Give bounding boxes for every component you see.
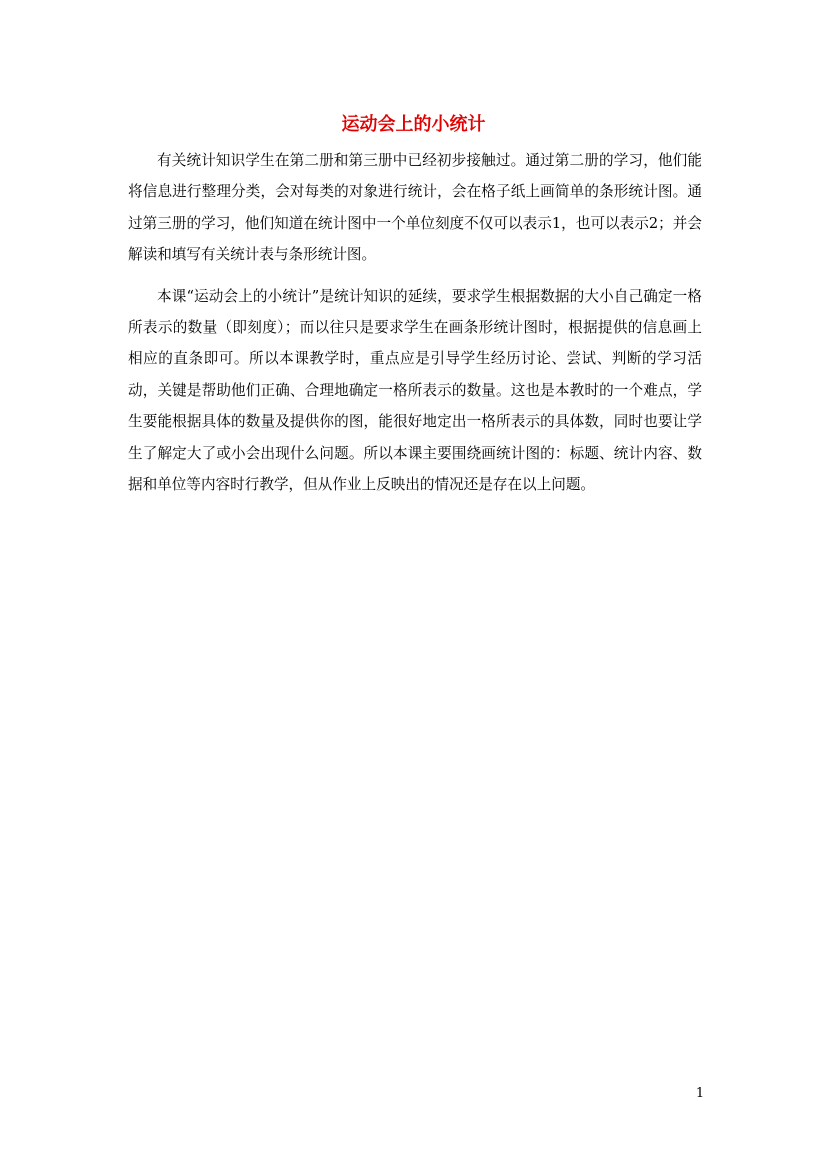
document-title: 运动会上的小统计: [341, 114, 486, 135]
paragraph-2: 本课“运动会上的小统计”是统计知识的延续，要求学生根据数据的大小自己确定一格所表示的数量（即刻度）；而以往只是要求学生在画条形统计图时，根据提供的信息画上相应的直条即可。所以本课教学时，重点应是引导学生经历讨论、尝试、判断的学习活动，关键是帮助他们正确、合理地确定一格所表示的数量。这也是本教时的一个难点，学生要能根据具体的数量及提供你的图，能很好地定出一格所表示的具体数，同时也要让学生了解定大了或小会出现什么问题。所以本课主要围绕画统计图的：标题、统计内容、数据和单位等内容时行教学，但从作业上反映出的情况还是存在以上问题。: [128, 287, 702, 494]
document-body: [128, 145, 702, 500]
page-number: 1: [695, 1086, 705, 1101]
paragraph-1: 有关统计知识学生在第二册和第三册中已经初步接触过。通过第二册的学习，他们能将信息进行整理分类，会对每类的对象进行统计，会在格子纸上画简单的条形统计图。通过第三册的学习，他们知道在统计图中一个单位刻度不仅可以表示1，也可以表示2；并会解读和填写有关统计表与条形统计图。: [128, 152, 702, 264]
